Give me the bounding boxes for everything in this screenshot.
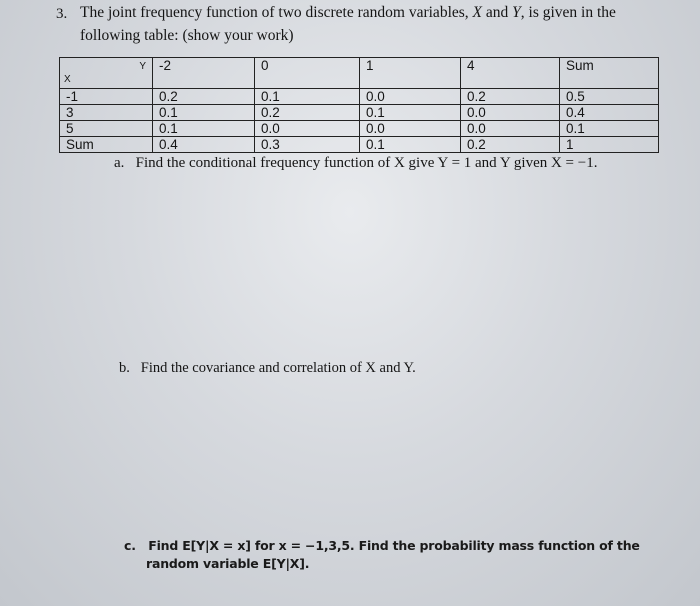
row-sum-cell: 0.4 — [560, 105, 659, 121]
question-number: 3. — [56, 6, 68, 22]
sum-column-header: Sum — [560, 58, 659, 89]
probability-cell: 0.1 — [360, 105, 461, 121]
probability-cell: 0.0 — [360, 121, 461, 137]
probability-cell: 0.0 — [360, 89, 461, 105]
column-sum-cell: 0.2 — [461, 137, 560, 153]
y-value-header: 4 — [461, 58, 560, 89]
y-value-header: -2 — [153, 58, 255, 89]
part-a-label: a. — [114, 155, 125, 171]
column-sum-cell: 0.4 — [153, 137, 255, 153]
part-c-label: c. — [124, 538, 136, 553]
variable-x: X — [472, 4, 483, 21]
prompt-text-end: , is given in the — [520, 4, 616, 21]
probability-cell: 0.2 — [255, 105, 360, 121]
x-value-cell: -1 — [60, 89, 153, 105]
x-value-cell: 5 — [60, 121, 153, 137]
table-row — [60, 105, 659, 121]
part-a — [114, 155, 597, 172]
prompt-text-start: The joint frequency function of two discrete random variables, — [80, 4, 473, 21]
sum-row-label: Sum — [60, 137, 153, 153]
part-a-text: Find the conditional frequency function of X give Y = 1 and Y given X = −1. — [135, 155, 598, 171]
x-axis-label: X — [64, 74, 71, 85]
x-value-cell: 3 — [60, 105, 153, 121]
sum-row — [60, 137, 659, 153]
joint-frequency-table — [59, 57, 659, 153]
probability-cell: 0.1 — [153, 105, 255, 121]
question-prompt-line2: following table: (show your work) — [80, 27, 294, 44]
part-b-label: b. — [119, 360, 130, 376]
probability-cell: 0.1 — [153, 121, 255, 137]
probability-cell: 0.0 — [255, 121, 360, 137]
probability-cell: 0.1 — [255, 89, 360, 105]
variable-y: Y — [512, 4, 521, 21]
part-c-text: Find E[Y|X = x] for x = −1,3,5. Find the probability mass function of the — [148, 538, 640, 553]
y-value-header: 1 — [360, 58, 461, 89]
column-sum-cell: 0.3 — [255, 137, 360, 153]
probability-cell: 0.0 — [461, 105, 560, 121]
question-prompt-line1 — [80, 4, 616, 22]
y-value-header: 0 — [255, 58, 360, 89]
probability-cell: 0.0 — [461, 121, 560, 137]
total-sum-cell: 1 — [560, 137, 659, 153]
part-b-text: Find the covariance and correlation of X and Y. — [140, 360, 416, 376]
prompt-and: and — [482, 4, 513, 21]
part-c-line2: random variable E[Y|X]. — [146, 556, 310, 571]
table-row — [60, 121, 659, 137]
y-axis-label: Y — [139, 61, 146, 72]
row-sum-cell: 0.5 — [560, 89, 659, 105]
table-row — [60, 89, 659, 105]
probability-cell: 0.2 — [461, 89, 560, 105]
column-sum-cell: 0.1 — [360, 137, 461, 153]
part-c-line1 — [124, 538, 640, 553]
row-sum-cell: 0.1 — [560, 121, 659, 137]
part-b — [119, 360, 416, 377]
table-corner-cell — [60, 58, 153, 89]
probability-cell: 0.2 — [153, 89, 255, 105]
